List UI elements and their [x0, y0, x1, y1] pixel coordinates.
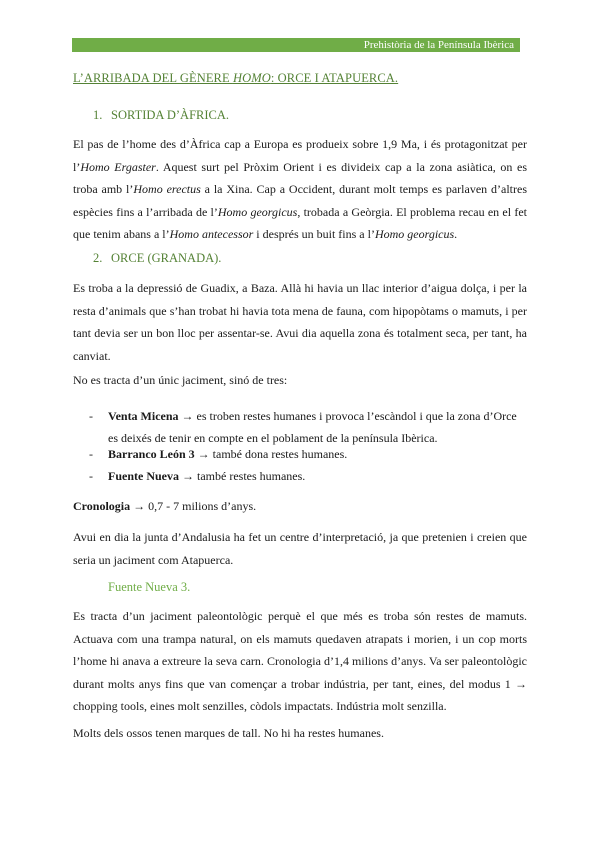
paragraph-ossos: Molts dels ossos tenen marques de tall. No hi ha restes humanes. [73, 726, 384, 740]
subsection-fuente-nueva-3: Fuente Nueva 3. [108, 580, 191, 594]
section-heading-1: 1. SORTIDA D’ÀFRICA. [93, 108, 230, 122]
paragraph-jaciments-intro: No es tracta d’un únic jaciment, sinó de tres: [73, 373, 288, 387]
cronologia-line: Cronologia → 0,7 - 7 milions d’anys. [73, 499, 257, 513]
page-title: L’ARRIBADA DEL GÈNERE HOMO: ORCE I ATAPUERCA. [73, 71, 399, 85]
paragraph-fuente-nueva: Es tracta d’un jaciment paleontològic perquè el que més es troba són restes de mamuts. Actuava com una trampa natural, on els mamuts quedaven atrapats i morien, i un cop morts l’home hi anava a extreure la seva carn. Cronologia d’1,4 milions d’anys. Va ser paleontològic durant molts anys fins que van començar a trobar indústria, per tant, eines, del modus 1 → chopping tools, eines molt senzilles, còdols impactats. Indústria molt senzilla. [73, 609, 527, 713]
header-title: Prehistòria de la Península Ibèrica [363, 39, 514, 51]
document-page: Prehistòria de la Península Ibèrica L’ARRIBADA DEL GÈNERE HOMO: ORCE I ATAPUERCA. 1. SORTIDA D’ÀFRICA. El pas de l’home des d’Àfrica cap a Europa es produeix sobre 1,9 Ma, i és protagonitzat per l’Homo Ergaster. Aquest surt pel Pròxim Orient i es divideix cap a la zona asiàtica, on es troba amb l’Homo erectus a la Xina. Cap a Occident, durant molt temps es parlaven d’altres espècies fins a l’arribada de l’Homo georgicus, trobada a Geòrgia. El problema recau en el fet que tenim abans a l’Homo antecessor i després un buit fins a l’Homo georgicus. 2. ORCE (GRANADA). Es troba a la depressió de Guadix, a Baza. Allà hi havia un llac interior d’aigua dolça, i per la resta d’animals que s’han trobat hi havia tota mena de fauna, com hipopòtams o mamuts, i per tant devia ser un bon lloc per assentar-se. Avui dia aquella zona és totalment seca, per tant, ha canviat. No es tracta d’un únic jaciment, sinó de tres: - Venta Micena → es troben restes humanes i provoca l’escàndol i que la zona d’Orce es deixés de tenir en compte en el poblament de la península Ibèrica. - Barranco León 3 → també dona restes humanes. - Fuente Nueva → també restes humanes. Cronologia → 0,7 - 7 milions d’anys. Avui en dia la junta d’Andalusia ha fet un centre d’interpretació, ja que pretenien i creien que seria un jaciment com Atapuerca. Fuente Nueva 3. Es tracta d’un jaciment paleontològic perquè el que més es troba són restes de mamuts. Actuava com una trampa natural, on els mamuts quedaven atrapats i morien, i un cop morts l’home hi anava a extreure la seva carn. Cronologia d’1,4 milions d’anys. Va ser paleontològic durant molts anys fins que van començar a trobar indústria, per tant, eines, del modus 1 → chopping tools, eines molt senzilles, còdols impactats. Indústria molt senzilla. Molts dels ossos tenen marques de tall. No hi ha restes humanes. [73, 39, 527, 740]
header-bar [72, 38, 520, 52]
paragraph-orce: Es troba a la depressió de Guadix, a Baza. Allà hi havia un llac interior d’aigua dolça, i per la resta d’animals que s’han trobat hi havia tota mena de fauna, com hipopòtams o mamuts, i per tant devia ser un bon lloc per assentar-se. Avui dia aquella zona és totalment seca, per tant, ha canviat. [73, 281, 527, 363]
paragraph-junta: Avui en dia la junta d’Andalusia ha fet un centre d’interpretació, ja que pretenien i creien que seria un jaciment com Atapuerca. [73, 530, 527, 567]
section-heading-2: 2. ORCE (GRANADA). [93, 251, 222, 265]
paragraph-sortida: El pas de l’home des d’Àfrica cap a Europa es produeix sobre 1,9 Ma, i és protagonitzat per l’Homo Ergaster. Aquest surt pel Pròxim Orient i es divideix cap a la zona asiàtica, on es troba amb l’Homo erectus a la Xina. Cap a Occident, durant molt temps es parlaven d’altres espècies fins a l’arribada de l’Homo georgicus, trobada a Geòrgia. El problema recau en el fet que tenim abans a l’Homo antecessor i després un buit fins a l’Homo georgicus. [73, 137, 527, 241]
